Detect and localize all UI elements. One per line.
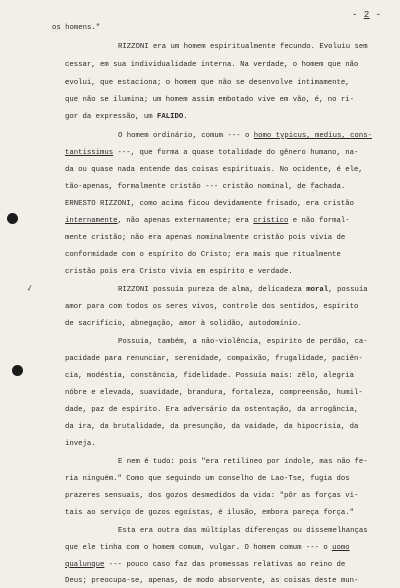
text-segment: mente cristão; não era apenas nominalmente cristão pois vivia de: [65, 234, 346, 242]
text-segment: amor para com todos os seres vivos, controle dos sentidos, espírito: [65, 303, 359, 311]
underlined-text: crístico: [253, 217, 289, 225]
text-line: [0, 284, 400, 297]
line-content: [65, 507, 354, 520]
line-content: [65, 473, 350, 486]
text-segment: ria ninguém." Como que seguindo um conselho de Lao-Tse, fugia dos: [65, 475, 350, 483]
line-content: [65, 490, 358, 503]
line-content: [118, 41, 368, 54]
text-line: [0, 353, 400, 366]
text-line: [0, 41, 400, 54]
line-content: [65, 318, 301, 331]
punch-hole: [7, 213, 18, 224]
line-content: [65, 353, 363, 366]
line-content: [65, 404, 358, 417]
text-segment: que não se ilumina; um homem assim embotado vive em vão, é, no ri-: [65, 96, 355, 104]
line-content: [52, 22, 100, 35]
text-line: [0, 111, 400, 124]
line-content: [65, 215, 350, 228]
line-content: [65, 181, 345, 194]
text-segment: E nem é tudo: pois "era retilíneo por índole, mas não fe-: [118, 458, 368, 466]
line-content: [65, 542, 350, 555]
text-line: [0, 130, 400, 143]
line-content: [65, 301, 358, 314]
text-line: [0, 525, 400, 538]
text-line: [0, 59, 400, 72]
text-segment: cristão pois era Cristo vivia em espírito e verdade.: [65, 268, 293, 276]
line-content: [65, 59, 358, 72]
text-line: [0, 507, 400, 520]
line-content: [65, 77, 350, 90]
text-segment: evolui, que estaciona; o homem que não se desenvolve intimamente,: [65, 79, 350, 87]
text-line: [0, 198, 400, 211]
line-content: [118, 130, 372, 143]
line-content: [118, 456, 368, 469]
text-segment: pacidade para renunciar, serenidade, compaixão, frugalidade, paciên-: [65, 355, 363, 363]
text-line: [0, 336, 400, 349]
text-segment: ---, que forma a quase totalidade do gênero humano, na-: [113, 149, 359, 157]
line-content: [65, 370, 354, 383]
text-line: [0, 490, 400, 503]
text-line: [0, 181, 400, 194]
text-segment: , possuía: [328, 286, 368, 294]
text-segment: O homem ordinário, comum --- o: [118, 132, 254, 140]
line-content: [65, 421, 358, 434]
line-content: [65, 387, 363, 400]
text-line: [0, 473, 400, 486]
text-segment: e não formal-: [288, 217, 350, 225]
text-line: [0, 559, 400, 572]
line-content: [65, 249, 341, 262]
text-segment: , não apenas externamente; era: [117, 217, 254, 225]
text-line: [0, 266, 400, 279]
text-segment: inveja.: [65, 440, 96, 448]
underlined-text: qualunque: [65, 561, 105, 569]
line-content: [118, 525, 368, 538]
line-content: [65, 94, 354, 107]
text-line: [0, 77, 400, 90]
line-content: [65, 559, 345, 572]
text-segment: conformidade com o espírito do Cristo; era mais que ritualmente: [65, 251, 341, 259]
text-segment: tão-apenas, formalmente cristão --- cristão nominal, de fachada.: [65, 183, 346, 191]
text-segment: nóbre e elevada, suavidade, brandura, fortaleza, compreensão, humil-: [65, 389, 363, 397]
line-content: [65, 438, 96, 451]
line-content: [65, 232, 345, 245]
punch-hole: [12, 365, 23, 376]
text-line: [0, 318, 400, 331]
text-segment: prazeres sensuais, dos gozos desmedidos da vida: "pôr as forças vi-: [65, 492, 359, 500]
line-content: [65, 266, 293, 279]
emphasized-text: FALIDO: [156, 113, 184, 121]
underlined-text: uomo: [332, 544, 350, 552]
page-number: - 2 -: [352, 10, 382, 20]
text-line: [0, 438, 400, 451]
text-line: [0, 215, 400, 228]
text-line: [0, 232, 400, 245]
text-segment: de sacrifício, abnegação, amor à solidão, autodomínio.: [65, 320, 302, 328]
text-segment: Possuía, também, a não-violência, espírito de perdão, ca-: [118, 338, 368, 346]
text-segment: cessar, em sua individualidade interna. Na verdade, o homem que não: [65, 61, 359, 69]
text-line: [0, 94, 400, 107]
text-line: [0, 404, 400, 417]
underlined-text: homo typicus, medius, cons-: [253, 132, 372, 140]
text-line: [0, 147, 400, 160]
text-segment: gor da expressão, um: [65, 113, 157, 121]
text-line: [0, 164, 400, 177]
emphasized-text: moral: [306, 286, 329, 294]
text-segment: Esta era outra das múltiplas diferenças ou dissemelhanças: [118, 527, 368, 535]
text-line: [0, 456, 400, 469]
text-segment: ERNESTO RIZZONI, como acima ficou devidamente frisado, era cristão: [65, 200, 355, 208]
text-line: [0, 22, 400, 35]
text-segment: RIZZONI possuía pureza de alma, delicadeza: [118, 286, 307, 294]
text-segment: os homens.": [52, 24, 101, 32]
line-content: [65, 147, 358, 160]
text-segment: tais ao serviço de gozos egoístas, é ilusão, embora pareça força.": [65, 509, 355, 517]
text-line: [0, 421, 400, 434]
line-content: [118, 336, 368, 349]
text-segment: --- pouco caso faz das promessas relativas ao reino de: [104, 561, 346, 569]
margin-check-mark: ✓: [25, 283, 35, 296]
text-segment: RIZZONI era um homem espiritualmente fecundo. Evoluiu sem: [118, 43, 368, 51]
text-line: [0, 542, 400, 555]
text-segment: cia, modéstia, constância, fidelidade. Possuía mais: zêlo, alegria: [65, 372, 355, 380]
text-line: [0, 575, 400, 588]
underlined-text: tantissimus: [65, 149, 114, 157]
text-line: [0, 249, 400, 262]
line-content: [65, 575, 358, 588]
line-content: [65, 164, 363, 177]
text-segment: .: [183, 113, 188, 121]
line-content: [65, 111, 188, 124]
line-content: [118, 284, 368, 297]
line-content: [65, 198, 354, 211]
text-segment: Deus; preocupa-se, apenas, de modo absorvente, as coisas deste mun-: [65, 577, 359, 585]
text-segment: da ou quase nada entende das coisas espirituais. No ocidente, é ele,: [65, 166, 363, 174]
text-segment: que ele tinha com o homem comum, vulgar. O homem comum --- o: [65, 544, 333, 552]
text-segment: da ira, da brutalidade, da presunção, da vaidade, da hipocrisia, da: [65, 423, 359, 431]
text-line: [0, 370, 400, 383]
text-line: [0, 301, 400, 314]
text-line: [0, 387, 400, 400]
underlined-text: internamente: [65, 217, 118, 225]
text-segment: dade, paz de espírito. Era adversário da ostentação, da arrogância,: [65, 406, 359, 414]
